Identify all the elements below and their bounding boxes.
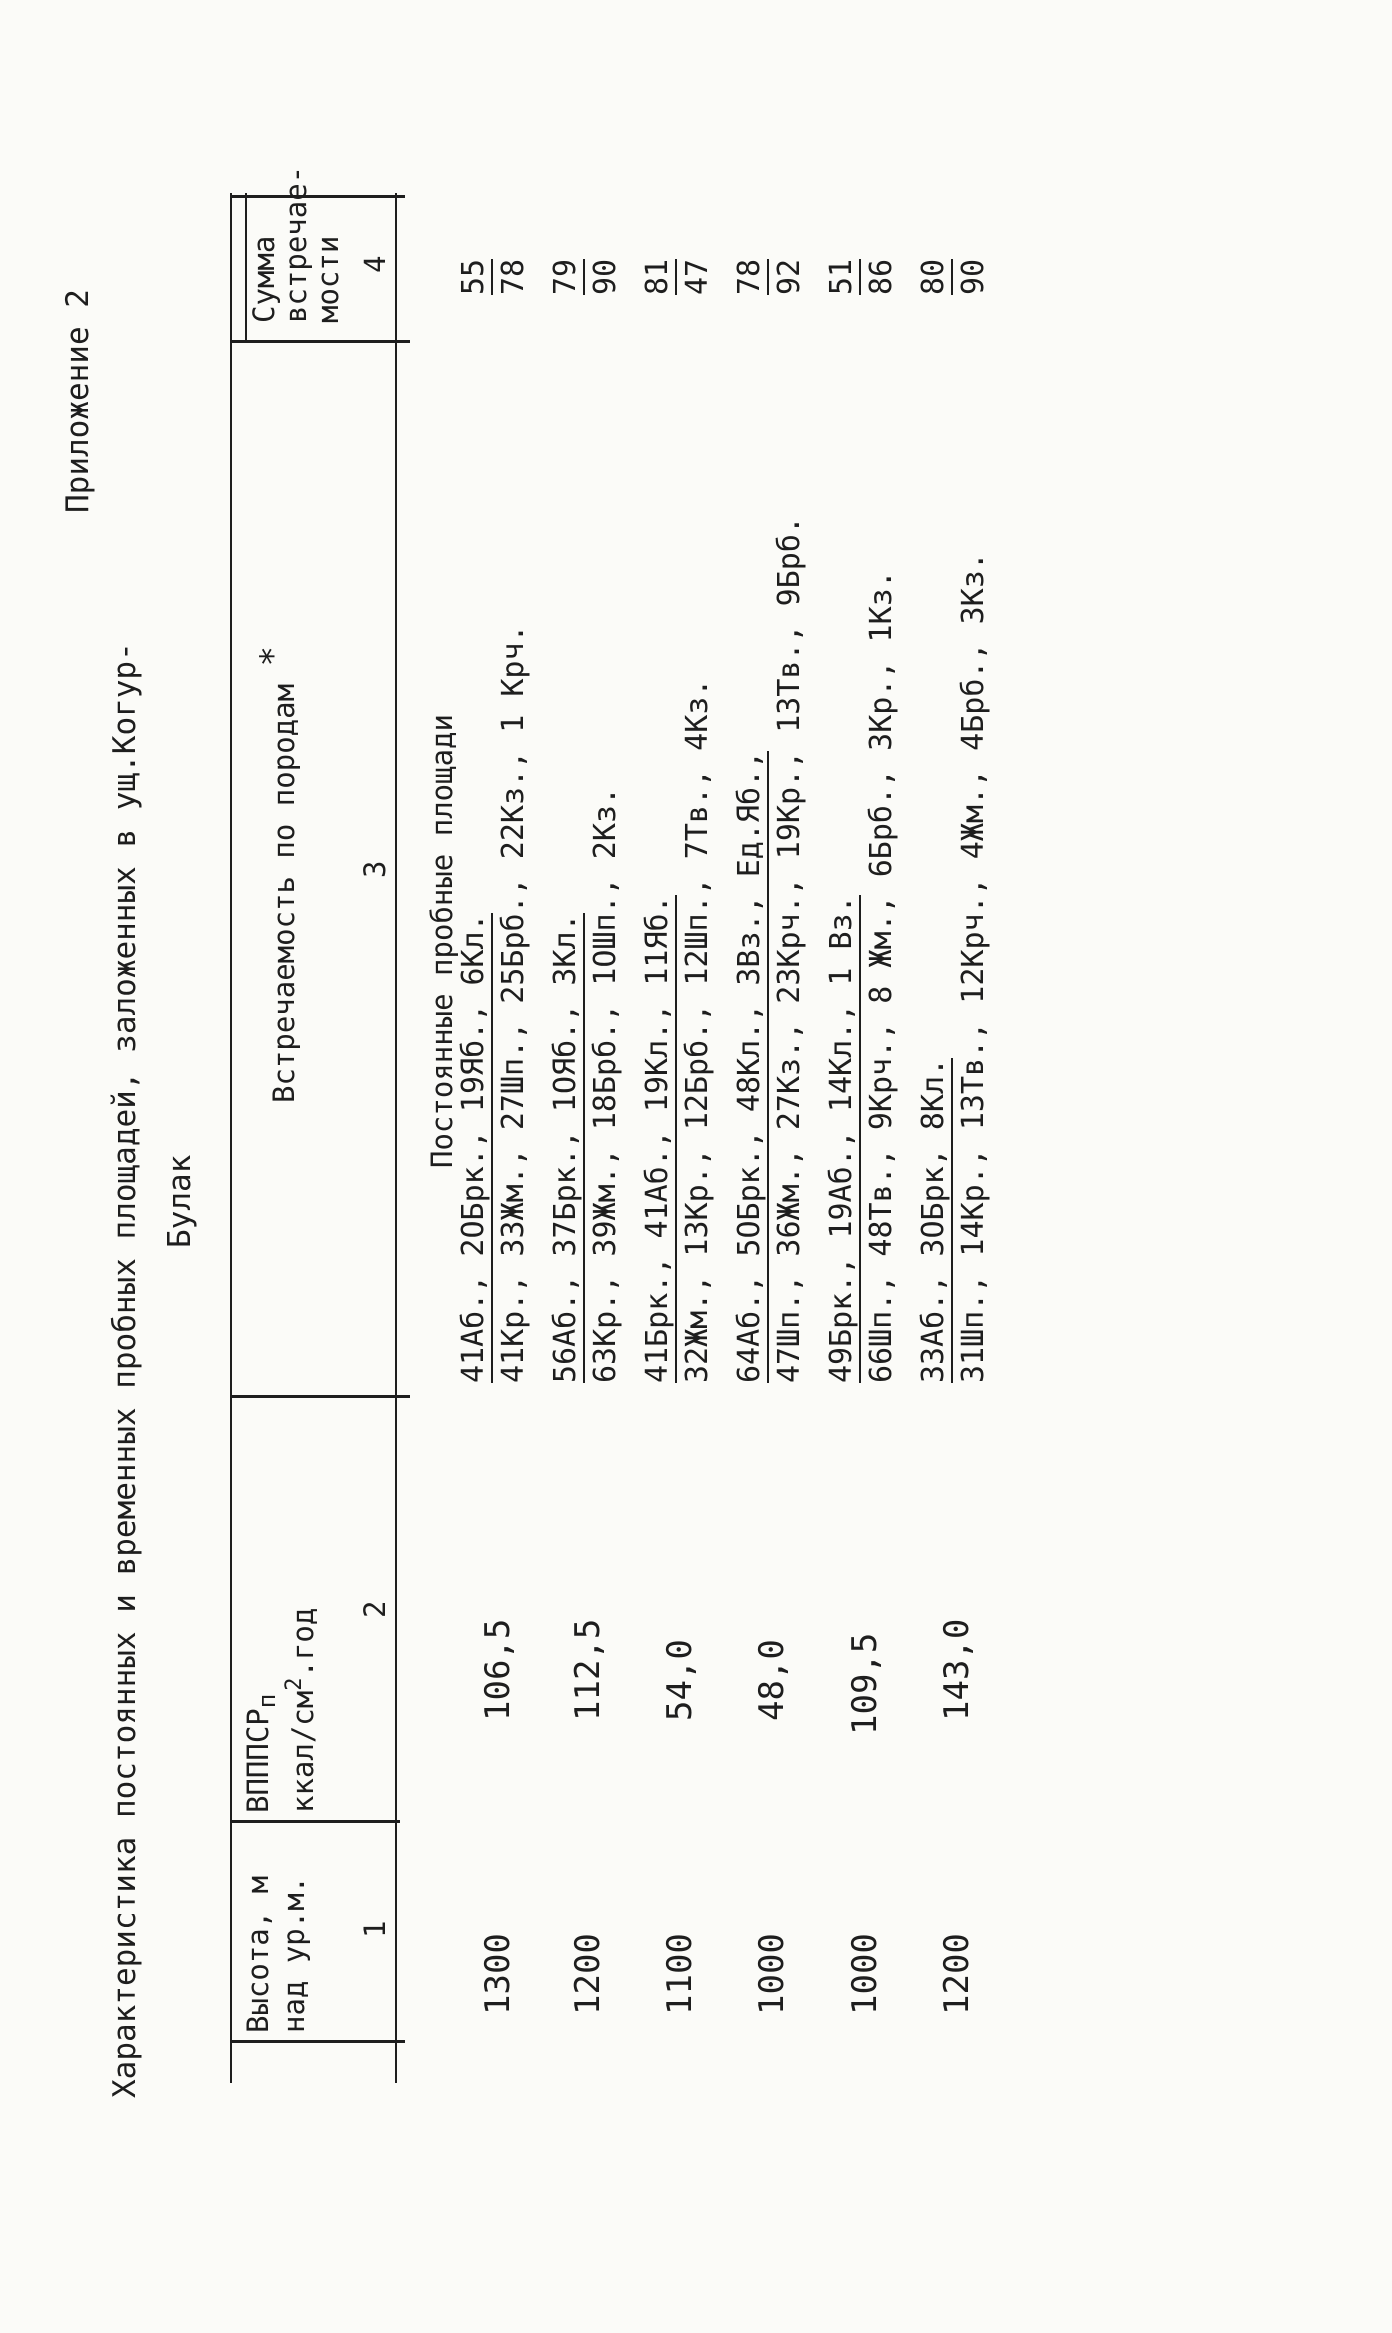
row-height: 1200 xyxy=(568,1933,608,2015)
col2-col3-divider xyxy=(230,1395,410,1398)
row-sum-top: 81 xyxy=(640,258,675,295)
row-sum-top: 79 xyxy=(548,258,583,295)
row-sum-bottom: 47 xyxy=(680,258,715,295)
row-height: 1000 xyxy=(845,1933,885,2015)
row-species-top: 41Брк., 41Аб., 19Кл., 11Яб. xyxy=(640,895,675,1383)
column-number-2: 2 xyxy=(358,1600,392,1618)
header-radiation: $ВПППСР_п$ ккал/$см^2.год$ xyxy=(241,1607,320,1813)
row-sum-bottom: 90 xyxy=(956,258,991,295)
row-species-bottom: 66Шп., 48Тв., 9Крч., 8 Жм., 6Брб., 3Кр., 1Кз. xyxy=(864,570,899,1383)
row-sum-top: 78 xyxy=(732,258,767,295)
row-sum-top: 51 xyxy=(824,258,859,295)
row-species-bottom: 41Кр., 33Жм., 27Шп., 25Брб., 22Кз., 1 Крч. xyxy=(496,624,531,1383)
row-species-top: 56Аб., 37Брк., 1ОЯб., 3Кл. xyxy=(548,913,583,1383)
col1-col2-divider xyxy=(230,1820,400,1823)
row-height: 1200 xyxy=(937,1933,977,2015)
row-sum-bottom: 92 xyxy=(772,258,807,295)
row-species-bottom: 47Шп., 36Жм., 27Кз., 23Крч., 19Кр., 13Тв., 9Брб. xyxy=(772,516,807,1383)
col3-col4-divider xyxy=(230,340,410,343)
row-radiation: 48,0 xyxy=(752,1639,792,1721)
row-sum-bottom: 86 xyxy=(864,258,899,295)
table-title-continued: Булак xyxy=(162,1154,198,1248)
row-height: 1300 xyxy=(478,1933,518,2015)
section-title: Постоянные пробные площади xyxy=(425,714,459,1168)
row-species-bottom: 31Шп., 14Кр., 13Тв., 12Крч., 4Жм., 4Брб., 3Кз. xyxy=(956,552,991,1383)
table-title: Характеристика постоянных и временных пробных площадей, заложенных в ущ.Когур- xyxy=(107,642,143,2098)
column-number-4: 4 xyxy=(358,255,392,273)
row-sum-top: 55 xyxy=(456,258,491,295)
appendix-label: Приложение 2 xyxy=(60,289,96,513)
row-radiation: 106,5 xyxy=(478,1618,518,1721)
column-number-3: 3 xyxy=(358,860,392,878)
row-height: 1000 xyxy=(752,1933,792,2015)
row-radiation: 54,0 xyxy=(660,1639,700,1721)
row-sum-bottom: 90 xyxy=(588,258,623,295)
column-number-1: 1 xyxy=(358,1920,392,1938)
header-height: Высота, м над ур.м. xyxy=(241,1875,311,2033)
row-species-bottom: 32Жм., 13Кр., 12Брб., 12Шп., 7Тв., 4Кз. xyxy=(680,678,715,1383)
table-top-border xyxy=(230,193,232,2083)
header-occurrence-sum: Сумма встречае- мости xyxy=(247,165,345,323)
row-height: 1100 xyxy=(660,1933,700,2015)
row-species-top: 64Аб., 5ОБрк., 48Кл., 3Вз., Ед.Яб., xyxy=(732,750,767,1383)
row-radiation: 112,5 xyxy=(568,1618,608,1721)
header-bottom-border xyxy=(395,193,397,2083)
col1-left-tick xyxy=(230,2040,405,2043)
row-species-top: 41Аб., 2ОБрк., 19Яб., 6Кл. xyxy=(456,913,491,1383)
row-species-top: 49Брк., 19Аб., 14Кл., 1 Вз. xyxy=(824,895,859,1383)
row-radiation: 109,5 xyxy=(845,1632,885,1735)
row-sum-top: 80 xyxy=(916,258,951,295)
header-species-occurrence: Встречаемость по породам * xyxy=(253,646,301,1103)
row-sum-bottom: 78 xyxy=(496,258,531,295)
row-radiation: 143,0 xyxy=(937,1618,977,1721)
row-species-bottom: 63Кр., 39Жм., 18Брб., 1ОШп., 2Кз. xyxy=(588,786,623,1383)
row-species-top: 33Аб., 3ОБрк, 8Кл. xyxy=(916,1057,951,1383)
